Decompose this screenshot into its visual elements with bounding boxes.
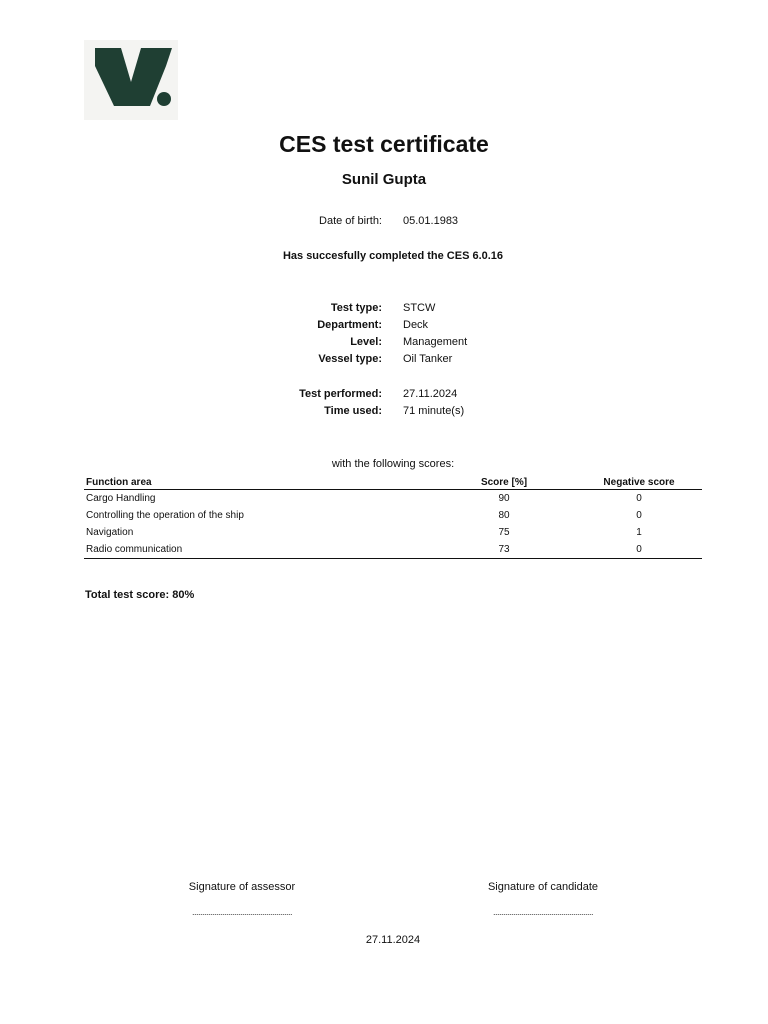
function-area-cell: Navigation bbox=[86, 527, 134, 538]
time-used-label: Time used: bbox=[324, 405, 382, 417]
dob-label: Date of birth: bbox=[319, 215, 382, 227]
time-used-value: 71 minute(s) bbox=[403, 405, 465, 417]
level-label: Level: bbox=[350, 336, 382, 348]
column-header-function-area: Function area bbox=[84, 476, 432, 490]
vessel-type-value: Oil Tanker bbox=[403, 353, 453, 365]
dob-value: 05.01.1983 bbox=[403, 215, 459, 227]
certificate-title: CES test certificate bbox=[279, 131, 489, 157]
function-area-cell: Controlling the operation of the ship bbox=[86, 510, 244, 521]
completion-statement: Has succesfully completed the CES 6.0.16 bbox=[282, 250, 504, 262]
table-row bbox=[84, 524, 702, 541]
score-cell: 90 bbox=[498, 493, 510, 504]
function-area-cell: Radio communication bbox=[84, 541, 432, 559]
negative-score-cell: 0 bbox=[636, 510, 642, 521]
level-value: Management bbox=[403, 336, 468, 348]
signature-date: 27.11.2024 bbox=[365, 934, 421, 946]
function-area-cell: Cargo Handling bbox=[86, 493, 156, 504]
candidate-signature-label: Signature of candidate bbox=[487, 881, 599, 893]
score-cell: 80 bbox=[498, 510, 510, 521]
vessel-type-label: Vessel type: bbox=[318, 353, 382, 365]
table-row bbox=[84, 490, 702, 508]
negative-score-cell: 0 bbox=[636, 493, 642, 504]
score-cell: 75 bbox=[498, 527, 510, 538]
test-type-label: Test type: bbox=[330, 302, 382, 314]
table-header-row bbox=[84, 476, 702, 490]
scores-intro: with the following scores: bbox=[331, 458, 455, 470]
candidate-signature-line: .................................................. bbox=[492, 907, 594, 917]
column-header-negative-score: Negative score bbox=[574, 476, 702, 490]
negative-score-cell: 0 bbox=[574, 541, 702, 559]
department-label: Department: bbox=[317, 319, 382, 331]
assessor-signature-line: .................................................. bbox=[191, 907, 293, 917]
column-header-score: Score [%] bbox=[432, 476, 574, 490]
table-row bbox=[84, 541, 702, 559]
score-cell: 73 bbox=[432, 541, 574, 559]
scores-table bbox=[84, 476, 702, 559]
test-type-value: STCW bbox=[403, 302, 436, 314]
test-performed-value: 27.11.2024 bbox=[403, 388, 458, 400]
test-performed-label: Test performed: bbox=[299, 388, 382, 400]
table-row bbox=[84, 507, 702, 524]
v-dot-logo-icon bbox=[84, 40, 178, 120]
candidate-name: Sunil Gupta bbox=[341, 171, 427, 188]
department-value: Deck bbox=[403, 319, 429, 331]
company-logo bbox=[84, 40, 178, 120]
total-test-score: Total test score: 80% bbox=[85, 589, 195, 601]
assessor-signature-label: Signature of assessor bbox=[188, 881, 296, 893]
negative-score-cell: 1 bbox=[636, 527, 642, 538]
